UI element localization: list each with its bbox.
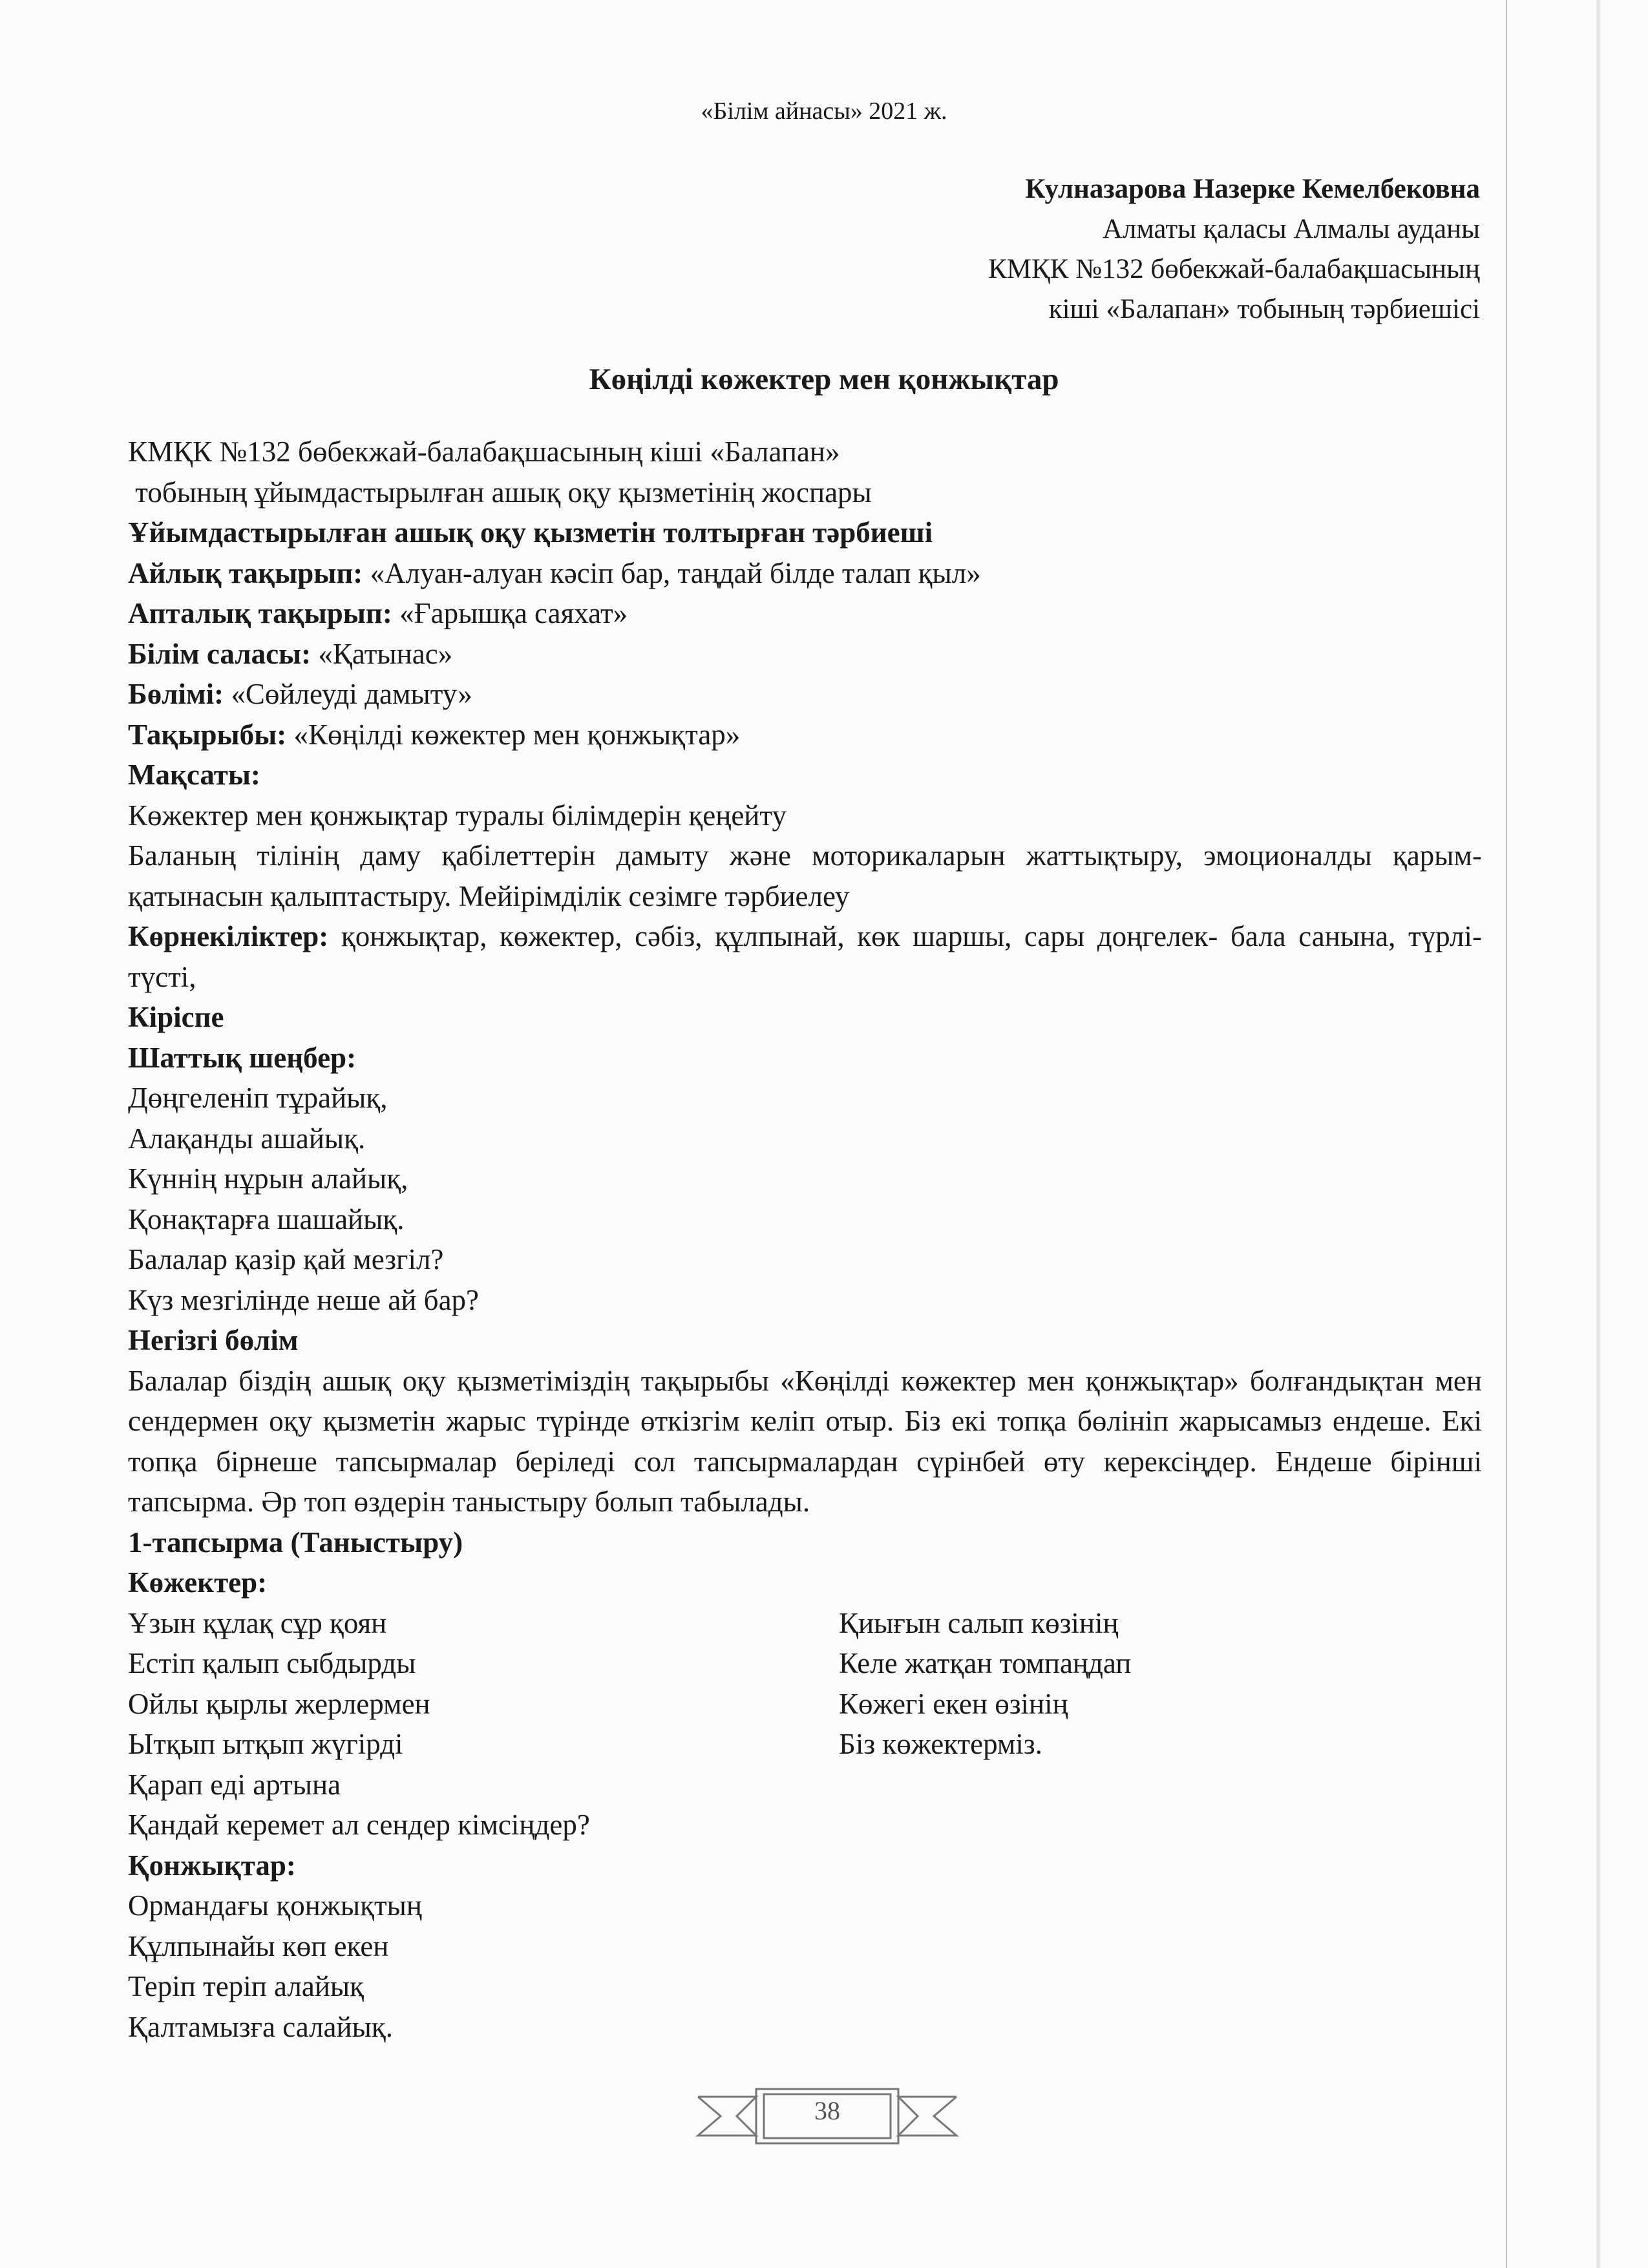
circle-heading: Шаттық шеңбер: [128, 1041, 357, 1074]
section-main-heading: Негізгі бөлім [128, 1324, 299, 1356]
field-weekly-topic: Апталық тақырып: «Ғарышқа саяхат» [128, 597, 628, 629]
goals-heading: Мақсаты: [128, 759, 260, 791]
article-body [128, 432, 1482, 2047]
rabbits-heading: Көжектер: [128, 1566, 268, 1599]
goal-line: Көжектер мен қонжықтар туралы білімдерін қеңейту [128, 799, 787, 832]
circle-line: Күз мезгілінде неше ай бар? [128, 1283, 480, 1316]
visual-aids: Көрнекіліктер: қонжықтар, көжектер, сәбіз, құлпынай, көк шаршы, сары доңгелек- бала санына, түрлі-түсті, [128, 920, 1482, 993]
circle-line: Күннің нұрын алайық, [128, 1162, 408, 1195]
main-paragraph: Балалар біздің ашық оқу қызметіміздің тақырыбы «Көңілді көжектер мен қонжықтар» болғандықтан мен сендермен оқу қызметін жарыс түрінде өткізгім келіп отыр. Біз екі топқа бөлініп жарысамыз ендеше. Екі топқа бірнеше тапсырмалар беріледі сол тапсырмалардан сүрінбей өту керексіңдер. Ендеше бірінші тапсырма. Әр топ өздерін таныстыру болып табылады. [128, 1364, 1482, 1518]
intro-line: тобының ұйымдастырылған ашық оқу қызметінің жоспары [128, 476, 872, 509]
poem-line: Көжегі екен өзінің [839, 1687, 1068, 1720]
running-head: «Білім айнасы» 2021 ж. [701, 98, 947, 125]
page-number-ornament [692, 2084, 963, 2148]
circle-line: Балалар қазір қай мезгіл? [128, 1243, 444, 1276]
rabbits-poem [128, 1603, 1482, 1845]
author-affiliation-line: Алматы қаласы Алмалы ауданы [1102, 214, 1480, 244]
poem-line: Біз көжектерміз. [839, 1728, 1042, 1760]
rabbits-poem-right [839, 1603, 1482, 1845]
intro-line: КМҚК №132 бөбекжай-балабақшасының кіші «Балапан» [128, 436, 840, 468]
goal-paragraph: Баланың тілінің даму қабілеттерін дамыту және моторикаларын жаттықтыру, эмоционалды қарым-қатынасын қалыптастыру. Мейірімділік сезімге тәрбиелеу [128, 839, 1482, 912]
poem-line: Қиығын салып көзінің [839, 1606, 1119, 1639]
poem-line: Ойлы қырлы жерлермен [128, 1687, 430, 1720]
poem-line: Қандай керемет ал сендер кімсіңдер? [128, 1809, 590, 1841]
poem-line: Естіп қалып сыбдырды [128, 1647, 416, 1679]
poem-line: Келе жатқан томпаңдап [839, 1647, 1132, 1679]
article-title: Көңілді көжектер мен қонжықтар [589, 362, 1059, 396]
poem-line: Ұзын құлақ сұр қоян [128, 1606, 387, 1639]
circle-line: Дөңгеленіп тұрайық, [128, 1082, 388, 1114]
page-fold-line [1506, 0, 1507, 2268]
page-scan-edge [1596, 0, 1600, 2268]
task1-heading: 1-тапсырма (Таныстыру) [128, 1526, 463, 1559]
field-topic: Тақырыбы: «Көңілді көжектер мен қонжықтар» [128, 718, 741, 751]
author-block [988, 169, 1480, 330]
poem-line: Ытқып ытқып жүгірді [128, 1728, 403, 1760]
rabbits-poem-left [128, 1603, 839, 1845]
author-name: Кулназарова Назерке Кемелбековна [1025, 174, 1480, 204]
poem-line: Құлпынайы көп екен [128, 1929, 389, 1962]
circle-line: Алақанды ашайық. [128, 1122, 366, 1155]
circle-line: Қонақтарға шашайық. [128, 1202, 405, 1235]
author-affiliation-line: КМҚК №132 бөбекжай-балабақшасының [988, 254, 1480, 284]
author-affiliation-line: кіші «Балапан» тобының тәрбиешісі [1048, 294, 1480, 324]
page-number: 38 [814, 2096, 840, 2125]
bears-heading: Қонжықтар: [128, 1849, 296, 1882]
field-section: Бөлімі: «Сөйлеуді дамыту» [128, 678, 472, 710]
filled-by-heading: Ұйымдастырылған ашық оқу қызметін толтырған тәрбиеші [128, 516, 933, 549]
field-monthly-topic: Айлық тақырып: «Алуан-алуан кәсіп бар, таңдай білде талап қыл» [128, 556, 981, 589]
poem-line: Қарап еді артына [128, 1768, 341, 1801]
poem-line: Қалтамызға салайық. [128, 2010, 393, 2043]
poem-line: Теріп теріп алайық [128, 1970, 364, 2002]
poem-line: Ормандағы қонжықтың [128, 1889, 422, 1922]
field-education-area: Білім саласы: «Қатынас» [128, 637, 453, 670]
section-intro-heading: Кіріспе [128, 1001, 224, 1033]
